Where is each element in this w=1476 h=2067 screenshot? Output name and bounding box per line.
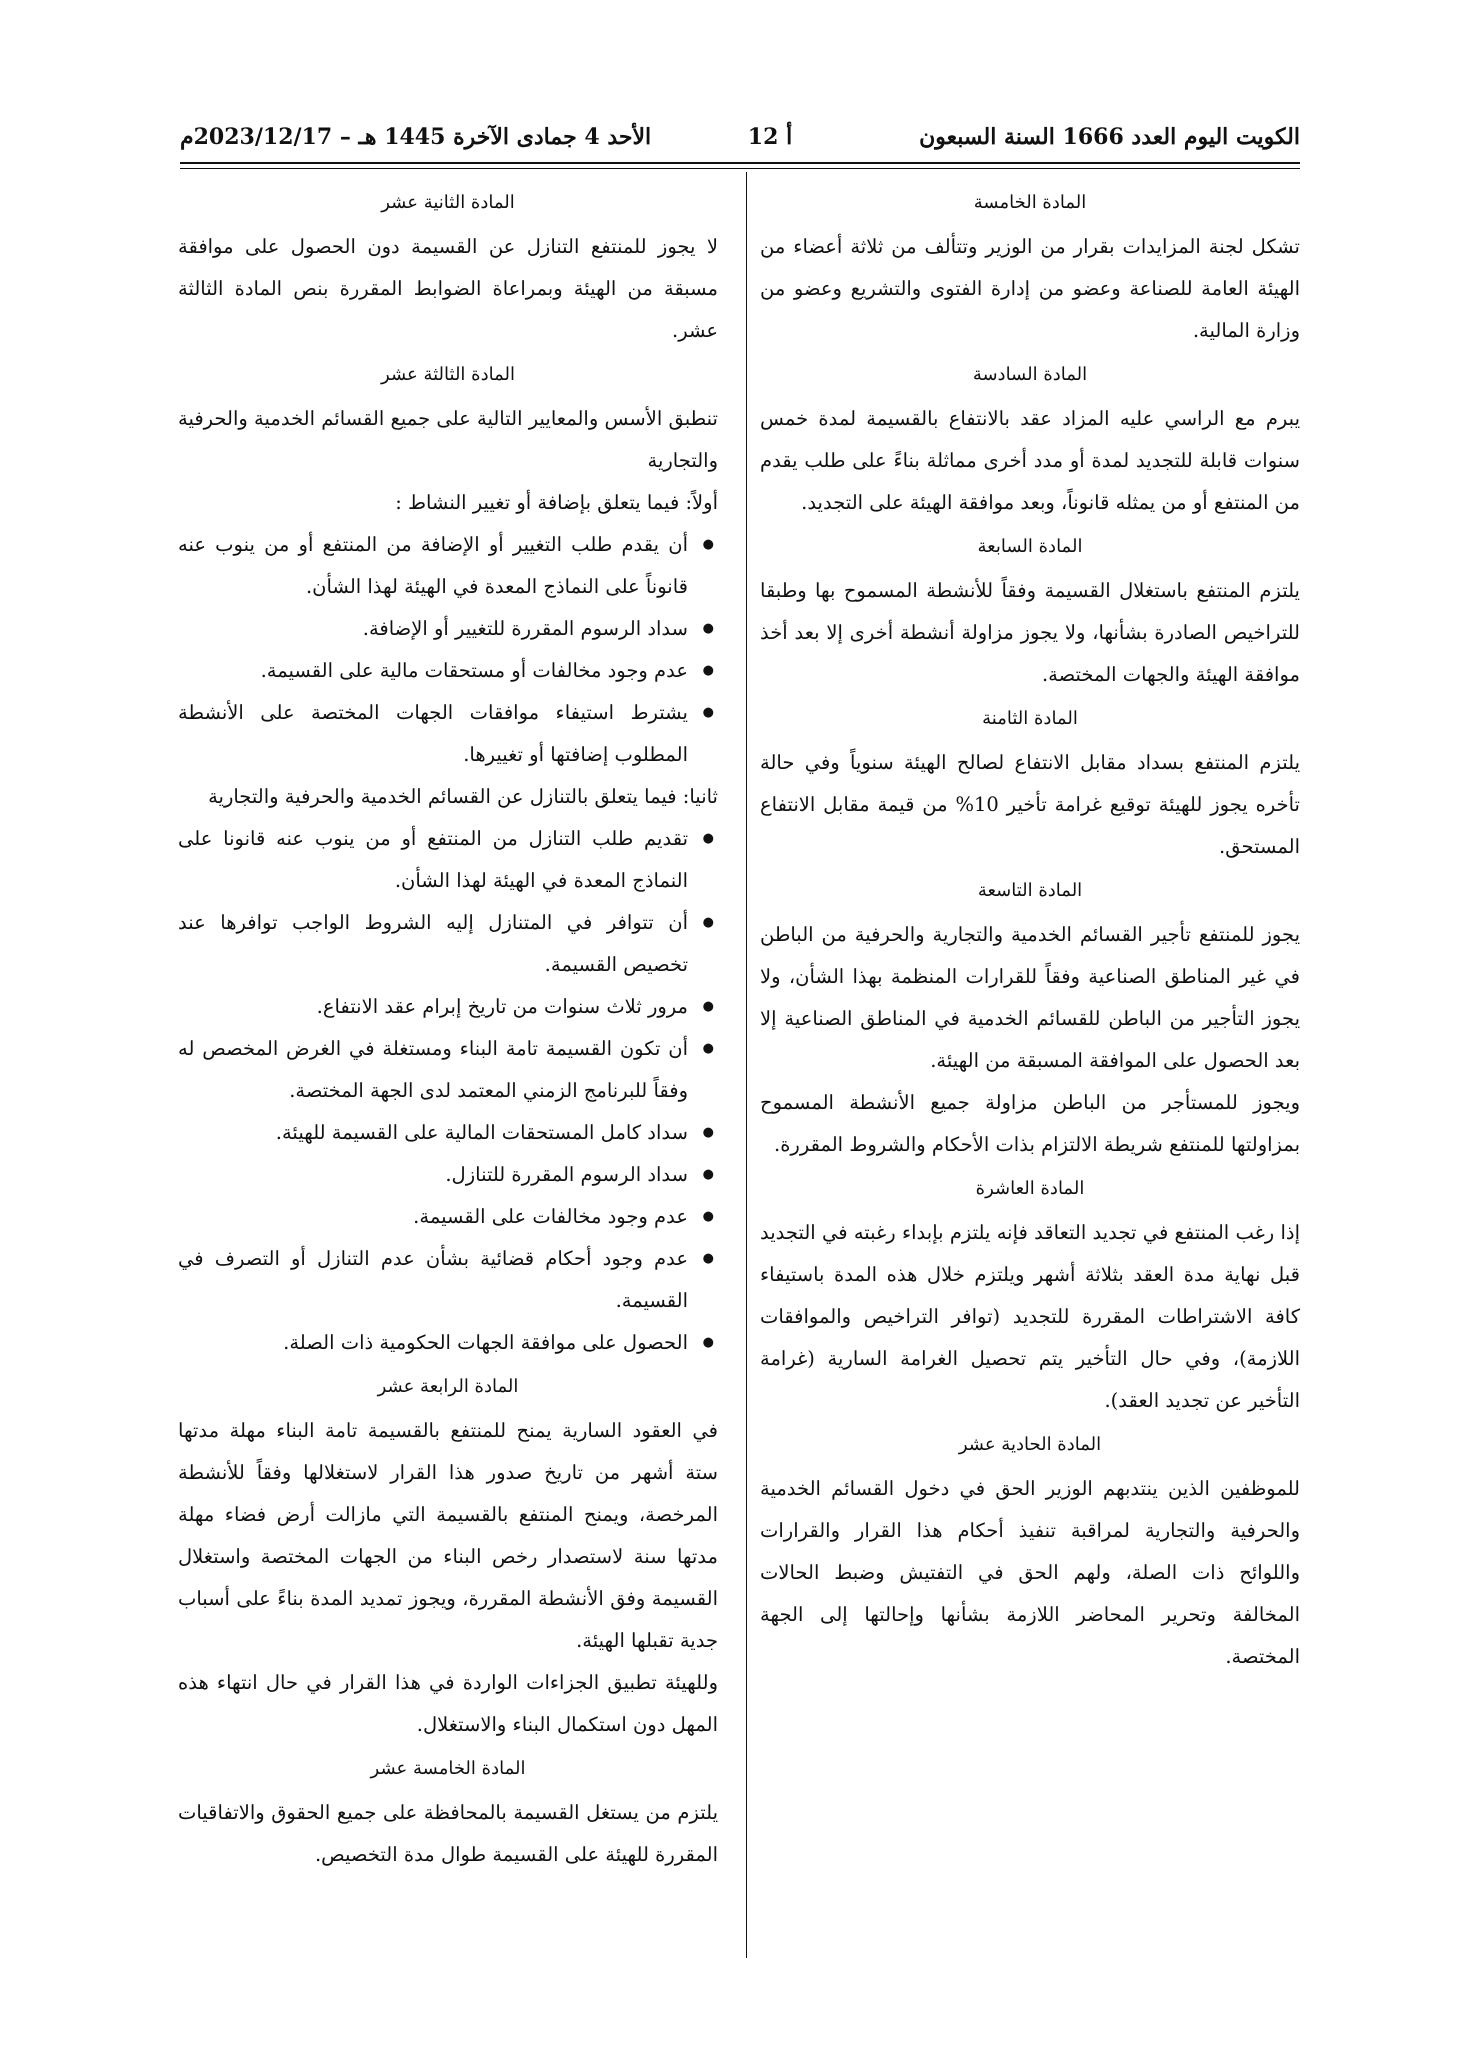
- list-item: ● مرور ثلاث سنوات من تاريخ إبرام عقد الانتفاع.: [178, 986, 718, 1028]
- list-item: ● عدم وجود مخالفات على القسيمة.: [178, 1196, 718, 1238]
- article-9-text-2: ويجوز للمستأجر من الباطن مزاولة جميع الأنشطة المسموح بمزاولتها للمنتفع شريطة الالتزام بذات الأحكام والشروط المقررة.: [760, 1091, 1300, 1156]
- right-column: [760, 180, 1300, 1678]
- article-6-text: يبرم مع الراسي عليه المزاد عقد بالانتفاع بالقسيمة لمدة خمس سنوات قابلة للتجديد لمدة أو مدد أخرى مماثلة بناءً على طلب يقدم من المنتفع أو من يمثله قانوناً، وبعد موافقة الهيئة على التجديد.: [760, 407, 1300, 514]
- article-8-title: المادة الثامنة: [982, 708, 1078, 729]
- article-10-title: المادة العاشرة: [975, 1178, 1085, 1199]
- article-5-text: تشكل لجنة المزايدات بقرار من الوزير وتتألف من ثلاثة أعضاء من الهيئة العامة للصناعة وعضو من إدارة الفتوى والتشريع وعضو من وزارة المالية.: [760, 235, 1300, 342]
- article-15-title: المادة الخامسة عشر: [370, 1758, 526, 1779]
- list-item: ● أن يقدم طلب التغيير أو الإضافة من المنتفع أو من ينوب عنه قانوناً على النماذج المعدة في الهيئة لهذا الشأن.: [178, 524, 718, 608]
- list-item: ● عدم وجود أحكام قضائية بشأن عدم التنازل أو التصرف في القسيمة.: [178, 1238, 718, 1322]
- article-7-title: المادة السابعة: [977, 536, 1083, 557]
- header-date: الأحد 4 جمادى الآخرة 1445 هـ – 2023/12/17م: [180, 124, 652, 150]
- list-item: ● سداد الرسوم المقررة للتغيير أو الإضافة.: [178, 608, 718, 650]
- list-item: ● أن تكون القسيمة تامة البناء ومستغلة في الغرض المخصص له وفقاً للبرنامج الزمني المعتمد لدى الجهة المختصة.: [178, 1028, 718, 1112]
- article-14-text-2: وللهيئة تطبيق الجزاءات الواردة في هذا القرار في حال انتهاء هذه المهل دون استكمال البناء والاستغلال.: [178, 1671, 718, 1736]
- article-11-title: المادة الحادية عشر: [958, 1434, 1102, 1455]
- left-column: [178, 180, 718, 1876]
- article-6-title: المادة السادسة: [972, 364, 1088, 385]
- article-10-text: إذا رغب المنتفع في تجديد التعاقد فإنه يلتزم بإبداء رغبته في التجديد قبل نهاية مدة العقد بثلاثة أشهر ويلتزم خلال هذه المدة باستيفاء كافة الاشتراطات المقررة للتجديد (توافر التراخيص والموافقات اللازمة)، وفي حال التأخير يتم تحصيل الغرامة السارية (غرامة التأخير عن تجديد العقد).: [760, 1221, 1300, 1412]
- column-divider: [746, 172, 747, 1958]
- article-12-title: المادة الثانية عشر: [381, 192, 515, 213]
- header-issue-info: الكويت اليوم العدد 1666 السنة السبعون: [919, 124, 1300, 150]
- article-12-text: لا يجوز للمنتفع التنازل عن القسيمة دون الحصول على موافقة مسبقة من الهيئة وبمراعاة الضوابط المقررة بنص المادة الثالثة عشر.: [178, 235, 718, 342]
- page-header: [180, 120, 1300, 154]
- article-14-text: في العقود السارية يمنح للمنتفع بالقسيمة تامة البناء مهلة مدتها ستة أشهر من تاريخ صدور هذا القرار لاستغلالها وفقاً للأنشطة المرخصة، ويمنح المنتفع بالقسيمة التي مازالت أرض فضاء مهلة مدتها سنة لاستصدار رخص البناء من الجهات المختصة واستغلال القسيمة وفق الأنشطة المقررة، ويجوز تمديد المدة بناءً على أسباب جدية تقبلها الهيئة.: [178, 1419, 718, 1652]
- article-15-text: يلتزم من يستغل القسيمة بالمحافظة على جميع الحقوق والاتفاقيات المقررة للهيئة على القسيمة طوال مدة التخصيص.: [178, 1801, 718, 1866]
- header-rule-thin: [180, 168, 1300, 169]
- article-13-second-heading: ثانيا: فيما يتعلق بالتنازل عن القسائم الخدمية والحرفية والتجارية: [208, 785, 718, 808]
- header-page-number: أ 12: [747, 124, 793, 150]
- list-item: ● أن تتوافر في المتنازل إليه الشروط الواجب توافرها عند تخصيص القسيمة.: [178, 902, 718, 986]
- list-item: ● سداد كامل المستحقات المالية على القسيمة للهيئة.: [178, 1112, 718, 1154]
- article-13-text: تنطبق الأسس والمعايير التالية على جميع القسائم الخدمية والحرفية والتجارية: [178, 407, 718, 472]
- article-9-text: يجوز للمنتفع تأجير القسائم الخدمية والتجارية والحرفية من الباطن في غير المناطق الصناعية وفقاً للقرارات المنظمة بهذا الشأن، ولا يجوز التأجير من الباطن للقسائم الخدمية في المناطق الصناعية إلا بعد الحصول على الموافقة المسبقة من الهيئة.: [760, 923, 1300, 1072]
- article-7-text: يلتزم المنتفع باستغلال القسيمة وفقاً للأنشطة المسموح بها وطبقا للتراخيص الصادرة بشأنها، ولا يجوز مزاولة أنشطة أخرى إلا بعد أخذ موافقة الهيئة والجهات المختصة.: [760, 579, 1300, 686]
- list-item: ● يشترط استيفاء موافقات الجهات المختصة على الأنشطة المطلوب إضافتها أو تغييرها.: [178, 692, 718, 776]
- header-rule-thick: [180, 162, 1300, 164]
- article-13-first-heading: أولاً: فيما يتعلق بإضافة أو تغيير النشاط :: [395, 491, 718, 514]
- list-item: ● عدم وجود مخالفات أو مستحقات مالية على القسيمة.: [178, 650, 718, 692]
- article-14-title: المادة الرابعة عشر: [377, 1376, 519, 1397]
- article-9-title: المادة التاسعة: [977, 880, 1083, 901]
- list-item: ● سداد الرسوم المقررة للتنازل.: [178, 1154, 718, 1196]
- article-11-text: للموظفين الذين ينتدبهم الوزير الحق في دخول القسائم الخدمية والحرفية والتجارية لمراقبة تنفيذ أحكام هذا القرار والقرارات واللوائح ذات الصلة، ولهم الحق في التفتيش وضبط الحالات المخالفة وتحرير المحاضر اللازمة بشأنها وإحالتها إلى الجهة المختصة.: [760, 1477, 1300, 1668]
- article-13-title: المادة الثالثة عشر: [381, 364, 515, 385]
- list-item: ● تقديم طلب التنازل من المنتفع أو من ينوب عنه قانونا على النماذج المعدة في الهيئة لهذا الشأن.: [178, 818, 718, 902]
- article-5-title: المادة الخامسة: [973, 192, 1087, 213]
- article-8-text: يلتزم المنتفع بسداد مقابل الانتفاع لصالح الهيئة سنوياً وفي حالة تأخره يجوز للهيئة توقيع غرامة تأخير 10% من قيمة مقابل الانتفاع المستحق.: [760, 751, 1300, 858]
- list-item: ● الحصول على موافقة الجهات الحكومية ذات الصلة.: [178, 1322, 718, 1364]
